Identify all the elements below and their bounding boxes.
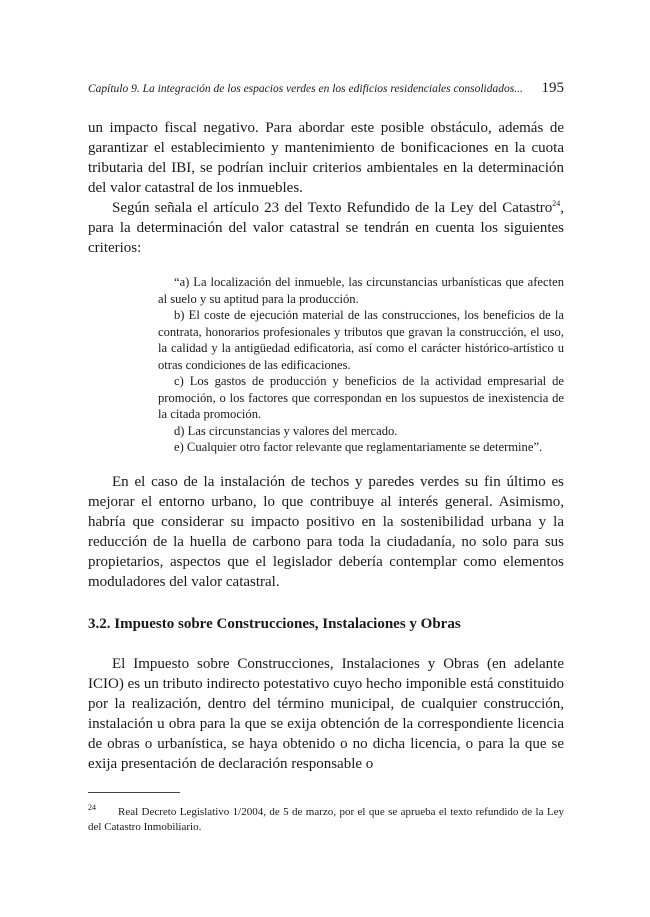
paragraph-2 — [88, 198, 564, 258]
quote-item-b: b) El coste de ejecución material de las construcciones, los beneficios de la contrata, honorarios profesionales y tributos que gravan la construcción, el uso, la calidad y la antigüedad edificatoria, así como el carácter histórico-artístico u otras condiciones de las edificaciones. — [158, 308, 564, 372]
quote-item-d: d) Las circunstancias y valores del mercado. — [174, 423, 398, 438]
main-text — [88, 118, 564, 774]
section-heading: 3.2. Impuesto sobre Construcciones, Instalaciones y Obras — [88, 615, 461, 632]
paragraph-3: En el caso de la instalación de techos y paredes verdes su fin último es mejorar el entorno urbano, lo que contribuye al interés general. Asimismo, habría que considerar su impacto positivo en la sostenibilidad urbana y la reducción de la huella de carbono para toda la ciudadanía, no solo para sus propietarios, aspectos que el legislador debería contemplar como elementos moduladores del valor catastral. — [88, 473, 564, 590]
footnote — [88, 805, 564, 835]
paragraph-2-text: Según señala el artículo 23 del Texto Refundido de la Ley del Catastro — [112, 200, 553, 216]
footnote-reference[interactable]: 24 — [552, 199, 561, 208]
paragraph-1: un impacto fiscal negativo. Para abordar este posible obstáculo, además de garantizar el establecimiento y mantenimiento de bonificaciones en la cuota tributaria del IBI, se podrían incluir criterios ambientales en la determinación del valor catastral de los inmuebles. — [88, 120, 564, 196]
footnote-mark: 24 — [88, 803, 96, 813]
block-quote — [158, 274, 564, 456]
paragraph-4: El Impuesto sobre Construcciones, Instalaciones y Obras (en adelante ICIO) es un tributo indirecto potestativo cuyo hecho imponible está constituido por la realización, dentro del término municipal, de cualquier construcción, instalación u obra para la que se exija obtención de la correspondiente licencia de obras o urbanística, se haya obtenido o no dicha licencia, o para la que se exija presentación de declaración responsable o — [88, 655, 564, 772]
paragraph-2-rest: , para la determinación del valor catastral se tendrán en cuenta los siguientes criterios: — [88, 200, 564, 256]
quote-item-e: e) Cualquier otro factor relevante que reglamentariamente se determine”. — [174, 440, 543, 454]
running-header — [88, 80, 564, 97]
quote-item-c: c) Los gastos de producción y beneficios de la actividad empresarial de promoción, o los factores que correspondan en los supuestos de inexistencia de la citada promoción. — [158, 374, 564, 421]
chapter-title: Capítulo 9. La integración de los espacios verdes en los edificios residenciales consolidados... — [88, 83, 523, 95]
quote-item-a: “a) La localización del inmueble, las circunstancias urbanísticas que afecten al suelo y su aptitud para la producción. — [158, 275, 564, 306]
footnote-divider — [88, 792, 180, 793]
footnote-text: Real Decreto Legislativo 1/2004, de 5 de marzo, por el que se aprueba el texto refundido de la Ley del Catastro Inmobiliario. — [88, 806, 564, 833]
page-number: 195 — [541, 80, 564, 96]
